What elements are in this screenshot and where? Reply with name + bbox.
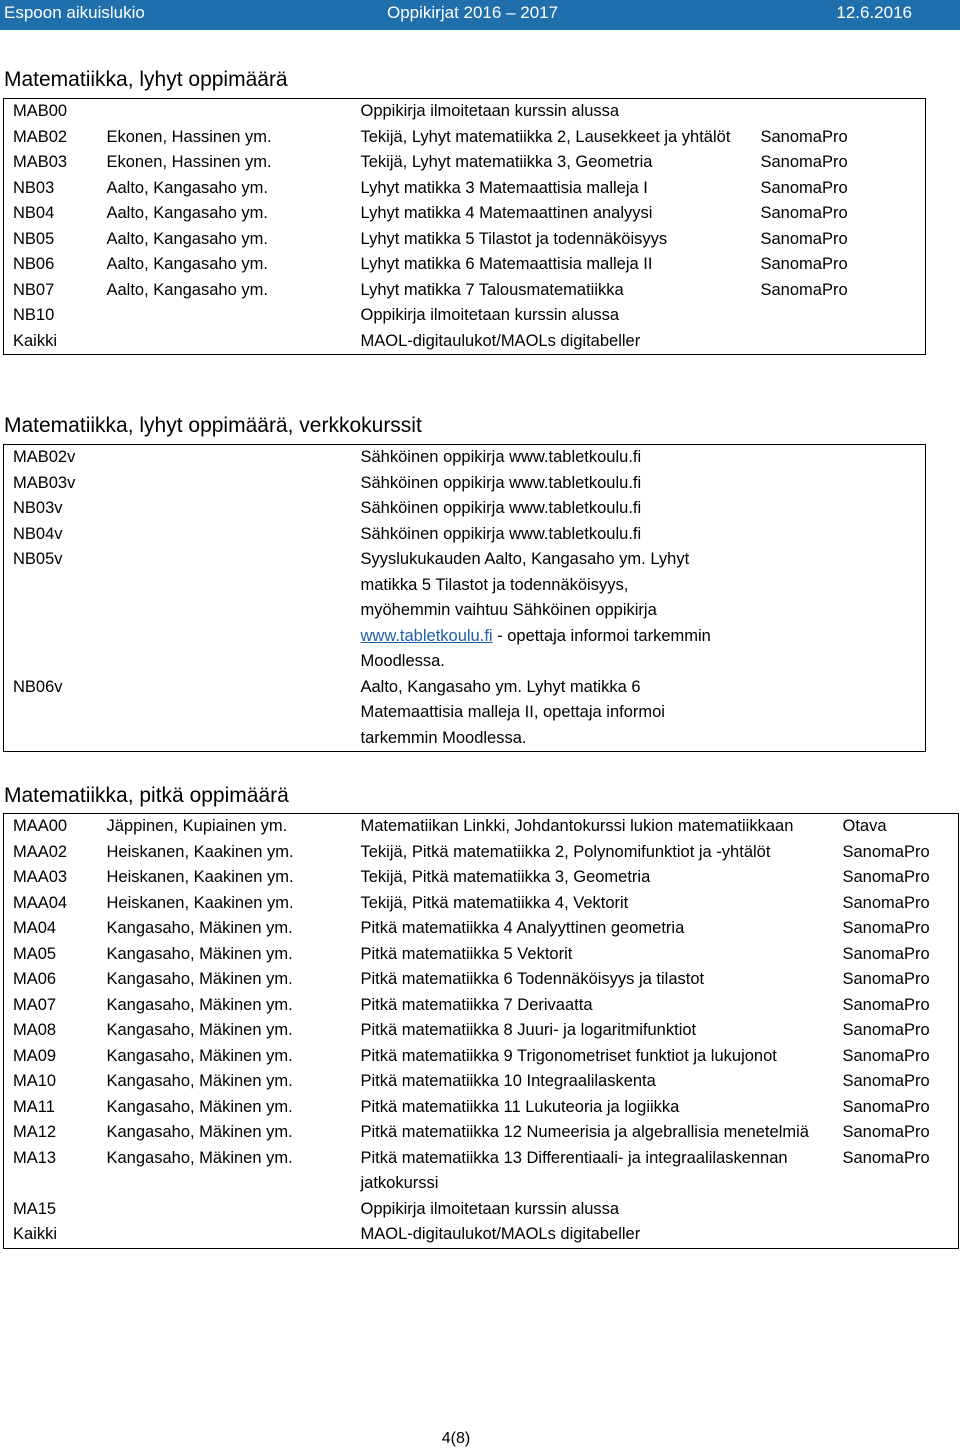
course-description: Sähköinen oppikirja www.tabletkoulu.fi xyxy=(360,499,642,517)
publisher: SanomaPro xyxy=(760,255,848,273)
publisher: SanomaPro xyxy=(842,842,930,861)
authors: Kangasaho, Mäkinen ym. xyxy=(106,970,293,988)
authors: Aalto, Kangasaho ym. xyxy=(106,204,268,222)
table-row xyxy=(4,227,926,253)
authors: Heiskanen, Kaakinen ym. xyxy=(106,868,294,886)
table-row xyxy=(4,278,926,304)
authors: Kangasaho, Mäkinen ym. xyxy=(106,1046,293,1065)
course-code: MA04 xyxy=(13,919,57,937)
book-title: Pitkä matematiikka 10 Integraalilaskenta xyxy=(360,1072,656,1090)
course-code: MAA02 xyxy=(13,842,68,861)
book-title: Tekijä, Lyhyt matematiikka 2, Lausekkeet ja yhtälöt xyxy=(360,127,731,146)
publisher xyxy=(834,1197,959,1223)
table-row xyxy=(4,125,926,151)
book-title: Pitkä matematiikka 11 Lukuteoria ja logiikka xyxy=(360,1097,680,1116)
table-row xyxy=(4,99,926,125)
publisher: SanomaPro xyxy=(842,1046,930,1065)
table-row xyxy=(4,916,959,942)
authors: Kangasaho, Mäkinen ym. xyxy=(106,1123,293,1141)
table-row xyxy=(4,1018,959,1044)
course-code: MA12 xyxy=(13,1123,57,1141)
book-title: MAOL-digitaulukot/MAOLs digitabeller xyxy=(360,331,641,350)
page-header xyxy=(0,0,960,30)
book-title: Pitkä matematiikka 4 Analyyttinen geometria xyxy=(360,919,685,937)
book-title: Pitkä matematiikka 8 Juuri- ja logaritmifunktiot xyxy=(360,1021,697,1039)
table-row xyxy=(4,522,926,548)
publisher: SanomaPro xyxy=(842,868,930,886)
authors: Ekonen, Hassinen ym. xyxy=(106,153,272,171)
table-row xyxy=(4,1095,959,1121)
table-row xyxy=(4,1146,959,1197)
authors: Aalto, Kangasaho ym. xyxy=(106,178,268,197)
table-row xyxy=(4,865,959,891)
table-row xyxy=(4,993,959,1019)
authors: Aalto, Kangasaho ym. xyxy=(106,229,268,248)
table-row xyxy=(4,201,926,227)
publisher: SanomaPro xyxy=(842,1148,930,1167)
authors: Aalto, Kangasaho ym. xyxy=(106,280,268,299)
table-row xyxy=(4,967,959,993)
book-title: Oppikirja ilmoitetaan kurssin alussa xyxy=(360,102,620,120)
authors: Heiskanen, Kaakinen ym. xyxy=(106,893,294,912)
publisher: SanomaPro xyxy=(842,970,930,988)
book-title: Matematiikan Linkki, Johdantokurssi lukion matematiikkaan xyxy=(360,817,794,835)
publisher: SanomaPro xyxy=(842,1123,930,1141)
section-title-pitka: Matematiikka, pitkä oppimäärä xyxy=(4,784,289,807)
authors: Kangasaho, Mäkinen ym. xyxy=(106,944,293,963)
book-title: Oppikirja ilmoitetaan kurssin alussa xyxy=(360,1199,620,1218)
table-row xyxy=(4,675,926,752)
course-code: MAA04 xyxy=(13,893,68,912)
table-row xyxy=(4,814,959,840)
table-body xyxy=(4,445,926,752)
table-lyhyt xyxy=(3,98,926,355)
publisher: SanomaPro xyxy=(842,1072,930,1090)
authors xyxy=(98,303,352,329)
course-code: NB03 xyxy=(13,178,55,197)
course-code: MAA03 xyxy=(13,868,68,886)
authors: Kangasaho, Mäkinen ym. xyxy=(106,995,293,1014)
authors: Jäppinen, Kupiainen ym. xyxy=(106,817,288,835)
table-row xyxy=(4,942,959,968)
book-title: Tekijä, Pitkä matematiikka 2, Polynomifunktiot ja -yhtälöt xyxy=(360,842,771,861)
course-description: Sähköinen oppikirja www.tabletkoulu.fi xyxy=(360,448,642,466)
course-code: MAA00 xyxy=(13,817,68,835)
table-row xyxy=(4,1120,959,1146)
course-code: Kaikki xyxy=(13,1225,58,1243)
book-title: Pitkä matematiikka 13 Differentiaali- ja integraalilaskennan jatkokurssi xyxy=(360,1148,788,1192)
book-title: Pitkä matematiikka 5 Vektorit xyxy=(360,944,573,963)
table-row xyxy=(4,329,926,355)
course-description xyxy=(352,547,722,675)
course-code: MAB00 xyxy=(13,102,68,120)
book-title: Lyhyt matikka 4 Matemaattinen analyysi xyxy=(360,204,653,222)
authors: Heiskanen, Kaakinen ym. xyxy=(106,842,294,861)
section-title-lyhyt: Matematiikka, lyhyt oppimäärä xyxy=(4,68,288,91)
publisher: SanomaPro xyxy=(842,995,930,1014)
publisher: SanomaPro xyxy=(842,919,930,937)
course-code: NB07 xyxy=(13,280,55,299)
course-code: MAB03v xyxy=(13,473,76,492)
publisher: SanomaPro xyxy=(760,178,848,197)
school-name: Espoon aikuislukio xyxy=(4,3,145,22)
authors xyxy=(98,99,352,125)
table-row xyxy=(4,1044,959,1070)
section-title-verkkokurssit: Matematiikka, lyhyt oppimäärä, verkkokurssit xyxy=(4,414,422,437)
table-row xyxy=(4,303,926,329)
course-code: NB10 xyxy=(13,306,55,324)
publisher: SanomaPro xyxy=(760,280,848,299)
table-row xyxy=(4,445,926,471)
authors xyxy=(98,1197,352,1223)
publisher: SanomaPro xyxy=(760,229,848,248)
book-title: Pitkä matematiikka 6 Todennäköisyys ja tilastot xyxy=(360,970,705,988)
book-title: Oppikirja ilmoitetaan kurssin alussa xyxy=(360,306,620,324)
book-title: Lyhyt matikka 5 Tilastot ja todennäköisyys xyxy=(360,229,668,248)
publisher xyxy=(752,99,926,125)
publisher xyxy=(752,329,926,355)
table-row xyxy=(4,496,926,522)
course-code: MAB02 xyxy=(13,127,68,146)
course-code: Kaikki xyxy=(13,331,58,350)
book-title: Pitkä matematiikka 12 Numeerisia ja algebrallisia menetelmiä xyxy=(360,1123,809,1141)
course-code: MA06 xyxy=(13,970,57,988)
table-row xyxy=(4,150,926,176)
publisher: SanomaPro xyxy=(842,1097,930,1116)
publisher: SanomaPro xyxy=(842,1021,930,1039)
authors: Kangasaho, Mäkinen ym. xyxy=(106,1072,293,1090)
course-code: MA08 xyxy=(13,1021,57,1039)
book-title: Tekijä, Lyhyt matematiikka 3, Geometria xyxy=(360,153,653,171)
publisher: SanomaPro xyxy=(760,127,848,146)
book-title: Lyhyt matikka 7 Talousmatematiikka xyxy=(360,280,624,299)
course-description: Sähköinen oppikirja www.tabletkoulu.fi xyxy=(360,524,642,543)
publisher: Otava xyxy=(842,817,887,835)
authors: Aalto, Kangasaho ym. xyxy=(106,255,268,273)
tabletkoulu-link[interactable]: www.tabletkoulu.fi xyxy=(360,626,493,645)
table-row xyxy=(4,840,959,866)
book-title: Tekijä, Pitkä matematiikka 4, Vektorit xyxy=(360,893,629,912)
publisher xyxy=(752,303,926,329)
authors: Kangasaho, Mäkinen ym. xyxy=(106,1097,293,1116)
book-title: Lyhyt matikka 6 Matemaattisia malleja II xyxy=(360,255,653,273)
table-body xyxy=(4,814,959,1249)
document-date: 12.6.2016 xyxy=(836,3,912,22)
course-code: NB04 xyxy=(13,204,55,222)
publisher: SanomaPro xyxy=(842,893,930,912)
table-pitka xyxy=(3,813,959,1249)
description-text: Syyslukukauden Aalto, Kangasaho ym. Lyhyt matikka 5 Tilastot ja todennäköisyys, myöhemmin vaihtuu Sähköinen oppikirja xyxy=(360,550,690,619)
course-code: MAB02v xyxy=(13,448,76,466)
book-title: Tekijä, Pitkä matematiikka 3, Geometria xyxy=(360,868,651,886)
course-code: NB03v xyxy=(13,499,63,517)
course-code: MA11 xyxy=(13,1097,55,1116)
table-verkkokurssit xyxy=(3,444,926,752)
course-code: MA05 xyxy=(13,944,57,963)
course-code: MA15 xyxy=(13,1199,57,1218)
table-row xyxy=(4,471,926,497)
book-title: Pitkä matematiikka 9 Trigonometriset funktiot ja lukujonot xyxy=(360,1046,777,1065)
table-row xyxy=(4,547,926,675)
course-description: Sähköinen oppikirja www.tabletkoulu.fi xyxy=(360,473,642,492)
course-code: NB05v xyxy=(13,550,63,568)
course-code: NB06 xyxy=(13,255,55,273)
book-title: Pitkä matematiikka 7 Derivaatta xyxy=(360,995,593,1014)
authors: Kangasaho, Mäkinen ym. xyxy=(106,1148,293,1167)
book-title: MAOL-digitaulukot/MAOLs digitabeller xyxy=(360,1225,641,1243)
course-code: NB05 xyxy=(13,229,55,248)
publisher: SanomaPro xyxy=(760,153,848,171)
course-code: MA13 xyxy=(13,1148,57,1167)
publisher: SanomaPro xyxy=(760,204,848,222)
table-row xyxy=(4,891,959,917)
course-code: MA07 xyxy=(13,995,57,1014)
course-code: MA10 xyxy=(13,1072,57,1090)
course-description: Aalto, Kangasaho ym. Lyhyt matikka 6 Matemaattisia malleja II, opettaja informoi tarkemmin Moodlessa. xyxy=(360,677,665,747)
authors xyxy=(98,1222,352,1248)
table-row xyxy=(4,252,926,278)
authors: Kangasaho, Mäkinen ym. xyxy=(106,919,293,937)
table-row xyxy=(4,1197,959,1223)
course-code: MAB03 xyxy=(13,153,68,171)
authors: Kangasaho, Mäkinen ym. xyxy=(106,1021,293,1039)
document-title: Oppikirjat 2016 – 2017 xyxy=(387,3,559,22)
publisher xyxy=(834,1222,959,1248)
course-code: NB06v xyxy=(13,677,63,696)
book-title: Lyhyt matikka 3 Matemaattisia malleja I xyxy=(360,178,648,197)
description-text-after: - opettaja informoi tarkemmin Moodlessa. xyxy=(360,626,711,670)
table-row xyxy=(4,1069,959,1095)
publisher: SanomaPro xyxy=(842,944,930,963)
table-row xyxy=(4,1222,959,1248)
table-body xyxy=(4,99,926,355)
course-code: MA09 xyxy=(13,1046,57,1065)
course-code: NB04v xyxy=(13,524,63,543)
table-row xyxy=(4,176,926,202)
authors: Ekonen, Hassinen ym. xyxy=(106,127,272,146)
authors xyxy=(98,329,352,355)
page-number: 4(8) xyxy=(441,1430,471,1447)
